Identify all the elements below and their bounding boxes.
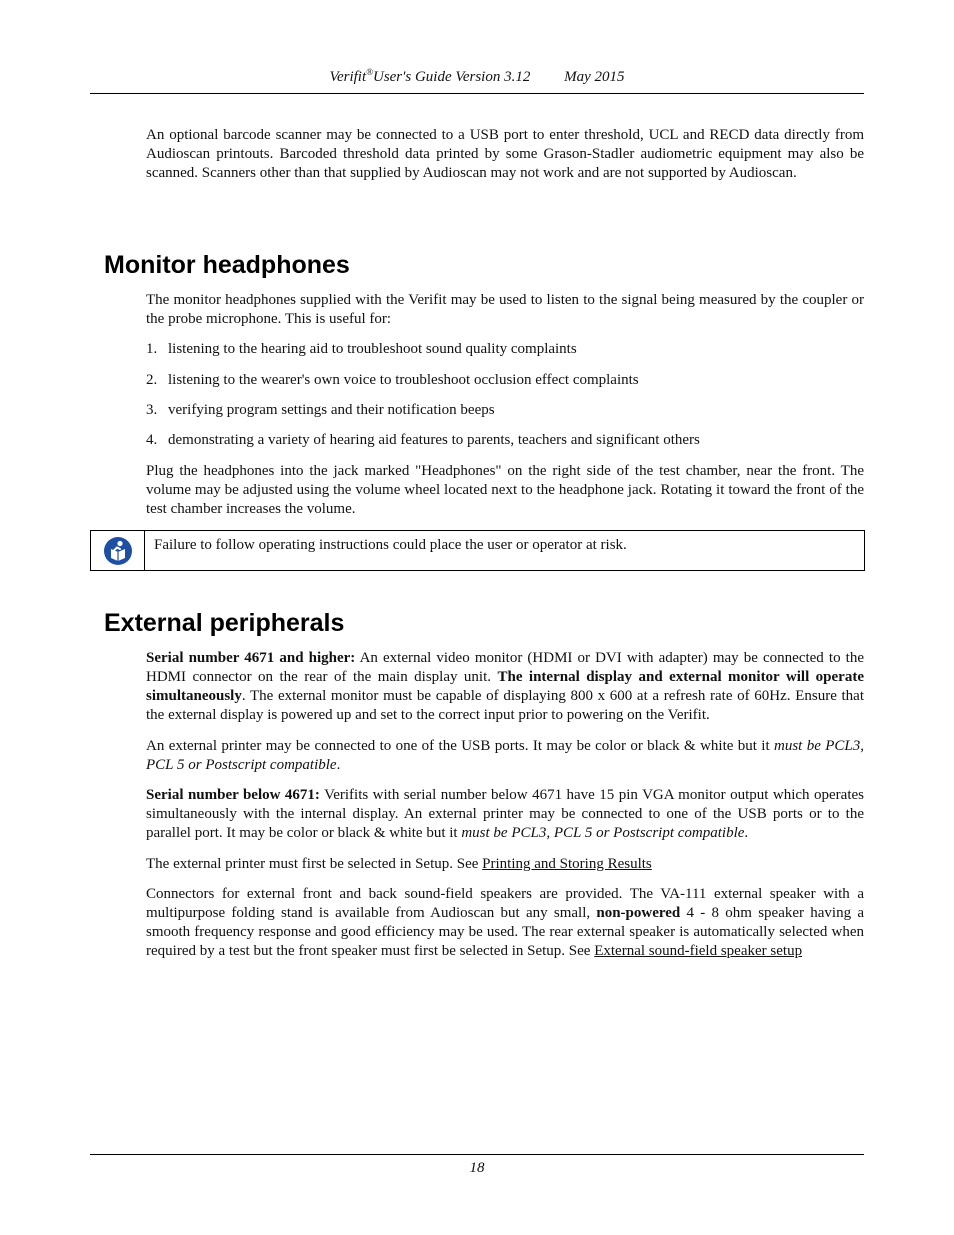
read-manual-icon	[103, 536, 133, 566]
external-paragraph-4: The external printer must first be selected in Setup. See Printing and Storing Results	[146, 856, 652, 872]
caution-text: Failure to follow operating instructions could place the user or operator at risk.	[154, 537, 627, 553]
caution-box	[90, 530, 865, 571]
page-footer	[90, 1154, 864, 1177]
list-item: 2. listening to the wearer's own voice to troubleshoot occlusion effect complaints	[146, 372, 639, 388]
monitor-paragraph-2: Plug the headphones into the jack marked "Headphones" on the right side of the test chamber, near the front. The volume may be adjusted using the volume wheel located next to the headphone jack. Rotating it toward the front of the test chamber increases the volume.	[146, 463, 864, 517]
list-item: 1. listening to the hearing aid to troubleshoot sound quality complaints	[146, 341, 577, 357]
list-item: 3. verifying program settings and their notification beeps	[146, 402, 495, 418]
header-title: Verifit®User's Guide Version 3.12	[329, 67, 531, 85]
page-header	[90, 67, 864, 94]
external-paragraph-5: Connectors for external front and back sound-field speakers are provided. The VA-111 external speaker with a multipurpose folding stand is available from Audioscan but any small, non-powered 4 - 8 ohm speaker having a smooth frequency response and good efficiency may be used. The rear external speaker is automatically selected when required by a test but the front speaker must first be selected in Setup. See External sound-field speaker setup	[146, 886, 864, 959]
link-printing-storing[interactable]: Printing and Storing Results	[482, 856, 652, 872]
header-date: May 2015	[564, 69, 625, 85]
intro-paragraph: An optional barcode scanner may be connected to a USB port to enter threshold, UCL and RECD data directly from Audioscan printouts. Barcoded threshold data printed by some Grason-Stadler audiometric equipment may also be scanned. Scanners other than that supplied by Audioscan may not work and are not supported by Audioscan.	[146, 127, 864, 181]
page-number: 18	[469, 1160, 485, 1176]
external-paragraph-1: Serial number 4671 and higher: An external video monitor (HDMI or DVI with adapter) may be connected to the HDMI connector on the rear of the main display unit. The internal display and external monitor will operate simultaneously. The external monitor must be capable of displaying 800 x 600 at a refresh rate of 60Hz. Ensure that the external display is powered up and set to the correct input prior to powering on the Verifit.	[146, 650, 864, 723]
monitor-paragraph-1: The monitor headphones supplied with the Verifit may be used to listen to the signal being measured by the coupler or the probe microphone. This is useful for:	[146, 292, 864, 327]
section-title-external: External peripherals	[104, 609, 345, 637]
external-paragraph-2: An external printer may be connected to one of the USB ports. It may be color or black & white but it must be PCL3, PCL 5 or Postscript compatible.	[146, 738, 864, 773]
link-speaker-setup[interactable]: External sound-field speaker setup	[594, 943, 803, 959]
section-title-monitor: Monitor headphones	[104, 251, 350, 279]
external-paragraph-3: Serial number below 4671: Verifits with serial number below 4671 have 15 pin VGA monitor output which operates simultaneously with the internal display. An external printer may be connected to one of the USB ports or to the parallel port. It may be color or black & white but it must be PCL3, PCL 5 or Postscript compatible.	[146, 787, 864, 841]
list-item: 4. demonstrating a variety of hearing aid features to parents, teachers and significant others	[146, 432, 700, 448]
